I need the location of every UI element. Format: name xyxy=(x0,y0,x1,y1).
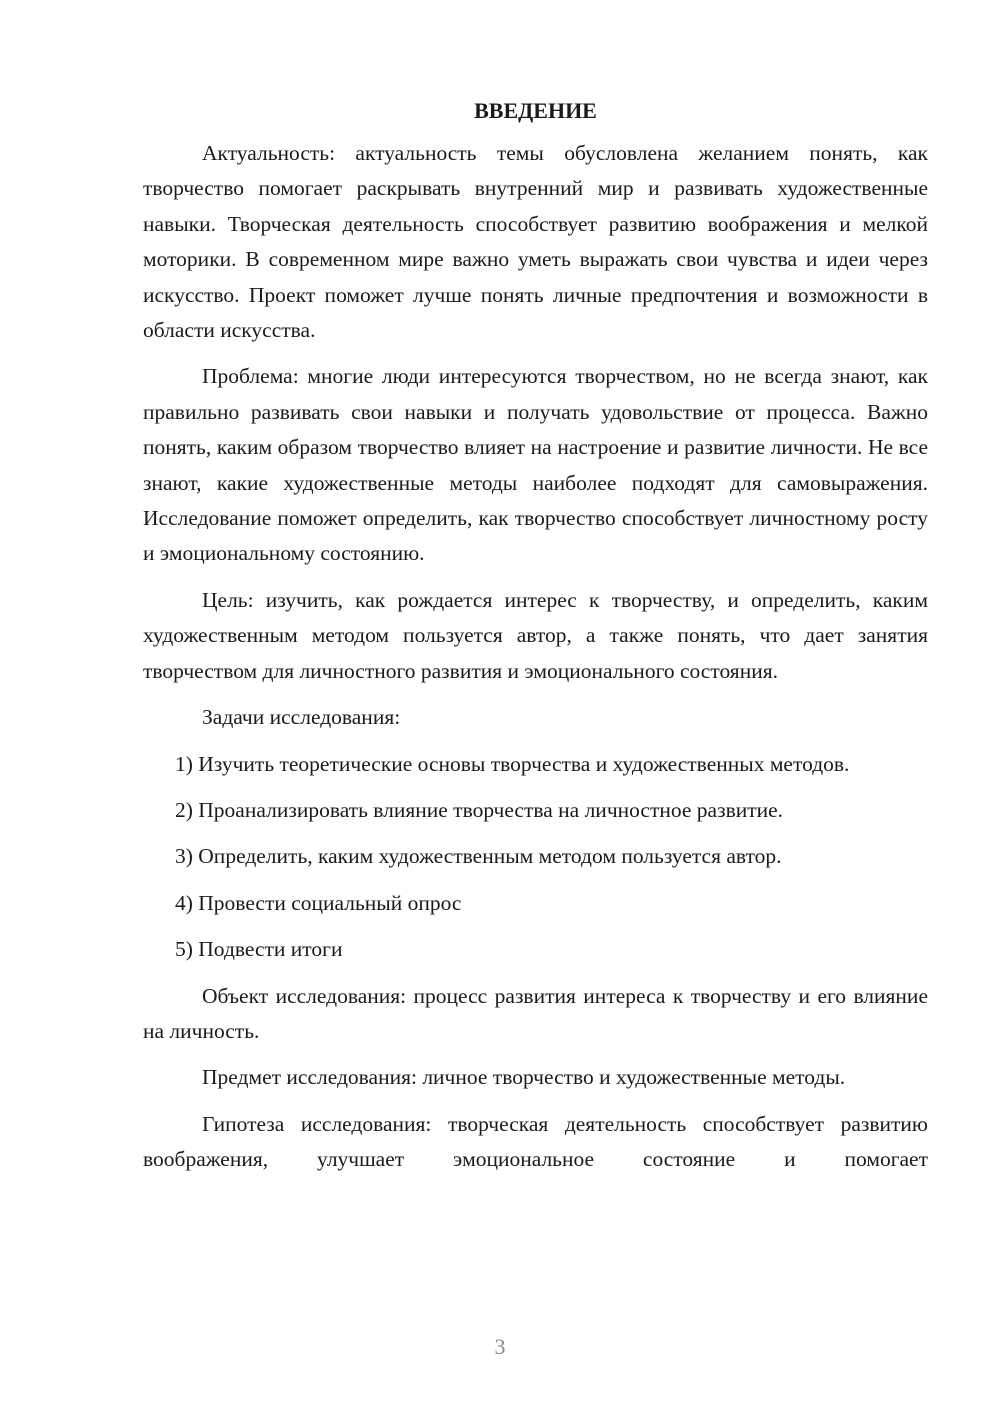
task-item-5: 5) Подвести итоги xyxy=(175,937,343,962)
task-item-1: 1) Изучить теоретические основы творчества и художественных методов. xyxy=(175,751,850,776)
page-body xyxy=(143,96,928,1189)
task-item-4: 4) Провести социальный опрос xyxy=(175,890,462,915)
problem-paragraph: Проблема: многие люди интересуются творчеством, но не всегда знают, как правильно развивать свои навыки и получать удовольствие от процесса. Важно понять, каким образом творчество влияет на настроение и развитие личности. Не все знают, какие художественные методы наиболее подходят для самовыражения. Исследование поможет определить, как творчество способствует личностному росту и эмоциональному состоянию. xyxy=(143,364,928,566)
hypothesis-paragraph: Гипотеза исследования: творческая деятельность способствует развитию воображения, улучшает эмоциональное состояние и помогает xyxy=(143,1111,928,1172)
page-number: 3 xyxy=(494,1334,506,1359)
tasks-label: Задачи исследования: xyxy=(202,705,401,730)
object-paragraph: Объект исследования: процесс развития интереса к творчеству и его влияние на личность. xyxy=(143,983,928,1043)
goal-paragraph: Цель: изучить, как рождается интерес к творчеству, и определить, каким художественным методом пользуется автор, а также понять, что дает занятия творчеством для личностного развития и эмоционального состояния. xyxy=(143,587,928,683)
section-heading: ВВЕДЕНИЕ xyxy=(474,98,597,123)
relevance-paragraph: Актуальность: актуальность темы обусловлена желанием понять, как творчество помогает раскрывать внутренний мир и развивать художественные навыки. Творческая деятельность способствует развитию воображения и мелкой моторики. В современном мире важно уметь выражать свои чувства и идеи через искусство. Проект поможет лучше понять личные предпочтения и возможности в области искусства. xyxy=(143,141,928,343)
task-item-2: 2) Проанализировать влияние творчества на личностное развитие. xyxy=(175,797,784,822)
subject-paragraph: Предмет исследования: личное творчество и художественные методы. xyxy=(202,1065,846,1090)
task-item-3: 3) Определить, каким художественным методом пользуется автор. xyxy=(175,844,782,869)
